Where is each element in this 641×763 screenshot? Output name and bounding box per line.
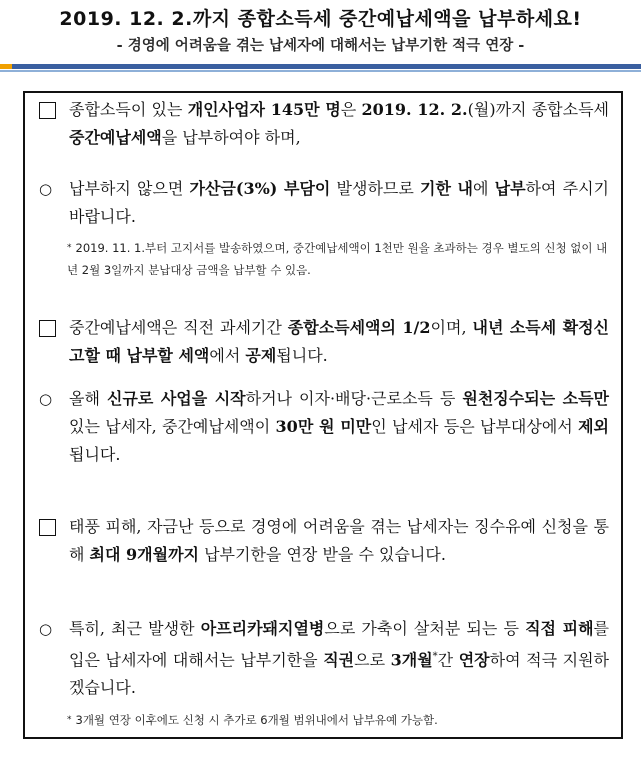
- checkbox-icon: [39, 314, 56, 346]
- checkbox-icon: [39, 513, 56, 545]
- header-rule-accent: [0, 64, 12, 69]
- section-circle-item: [39, 615, 609, 702]
- section-box-item: [39, 314, 609, 370]
- circle-bullet-icon: ○: [39, 390, 53, 408]
- section-box-item: [39, 96, 609, 152]
- section-text: 종합소득이 있는 개인사업자 145만 명은 2019. 12. 2.(월)까지 종합소득세 중간예납세액을 납부하여야 하며,: [69, 100, 610, 147]
- section-circle-item: [39, 385, 609, 469]
- header-rule-dark: [0, 64, 641, 69]
- page-subtitle: - 경영에 어려움을 겪는 납세자에 대해서는 납부기한 적극 연장 -: [116, 38, 525, 54]
- footnote: * 3개월 연장 이후에도 신청 시 추가로 6개월 범위내에서 납부유예 가능함.: [67, 713, 438, 727]
- asterisk-icon: *: [67, 715, 72, 725]
- page-title: 2019. 12. 2.까지 종합소득세 중간예납세액을 납부하세요!: [59, 8, 582, 30]
- asterisk-icon: *: [67, 243, 72, 253]
- section-box-item: [39, 513, 609, 569]
- content-panel: [23, 91, 623, 739]
- circle-bullet-icon: ○: [39, 180, 53, 198]
- section-text: 특히, 최근 발생한 아프리카돼지열병으로 가축이 살처분 되는 등 직접 피해를 입은 납세자에 대해서는 납부기한을 직권으로 3개월*간 연장하여 적극 지원하겠습니다.: [69, 619, 609, 698]
- section-text: 태풍 피해, 자금난 등으로 경영에 어려움을 겪는 납세자는 징수유예 신청을 통해 최대 9개월까지 납부기한을 연장 받을 수 있습니다.: [69, 517, 609, 564]
- circle-bullet-icon: ○: [39, 620, 53, 638]
- section-text: 중간예납세액은 직전 과세기간 종합소득세액의 1/2이며, 내년 소득세 확정신고할 때 납부할 세액에서 공제됩니다.: [69, 318, 610, 365]
- footnote: * 2019. 11. 1.부터 고지서를 발송하였으며, 중간예납세액이 1천만 원을 초과하는 경우 별도의 신청 없이 내년 2월 3일까지 분납대상 금액을 납부할 수 있음.: [67, 241, 608, 277]
- section-circle-item: [39, 175, 609, 231]
- section-text: 올해 신규로 사업을 시작하거나 이자·배당·근로소득 등 원천징수되는 소득만 있는 납세자, 중간예납세액이 30만 원 미만인 납세자 등은 납부대상에서 제외됩니다.: [69, 389, 610, 464]
- header-rule-light: [0, 70, 641, 72]
- section-text: 납부하지 않으면 가산금(3%) 부담이 발생하므로 기한 내에 납부하여 주시기 바랍니다.: [69, 179, 609, 226]
- checkbox-icon: [39, 96, 56, 128]
